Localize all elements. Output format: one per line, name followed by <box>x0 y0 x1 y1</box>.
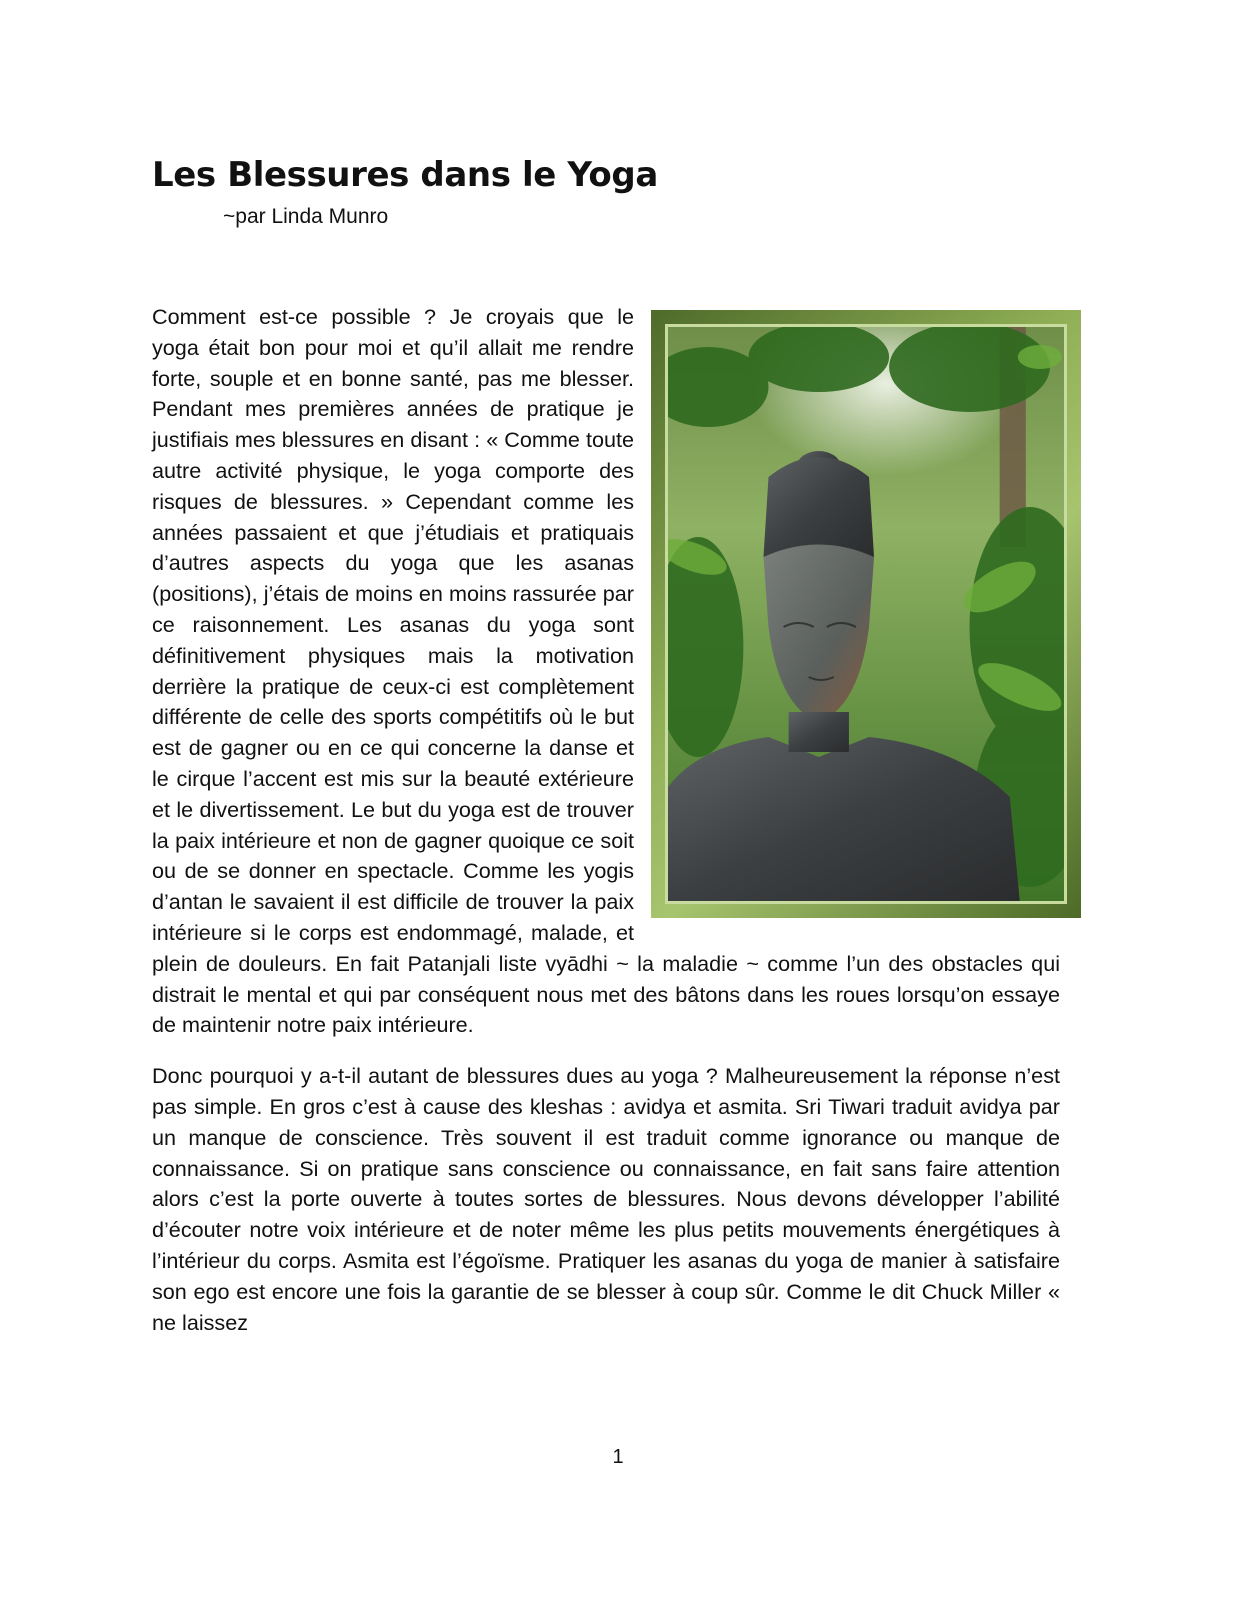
paragraph-1: Comment est-ce possible ? Je croyais que le yoga était bon pour moi et qu’il allait me rendre forte, souple et en bonne santé, pas me blesser. Pendant mes premières années de pratique je justifiais mes blessures en disant : « Comme toute autre activité physique, le yoga comporte des risques de blessures. » Cependant comme les années passaient et que j’étudiais et pratiquais d’autres aspects du yoga que les asanas (positions), j’étais de moins en moins rassurée par ce raisonnement. Les asanas du yoga sont définitivement physiques mais la motivation derrière la pratique de ceux-ci est complètement différente de celle des sports compétitifs où le but est de gagner ou en ce qui concerne la danse et le cirque l’accent est mis sur la beauté extérieure et le divertissement. Le but du yoga est de trouver la paix intérieure et non de gagner quoique ce soit ou de se donner en spectacle. Comme les yogis d’antan le savaient il est difficile de trouver la paix intérieure si le corps est endommagé, malade, et plein de douleurs. En fait Patanjali liste vyādhi ~ la maladie ~ comme l’un des obstacles qui distrait le mental et qui par conséquent nous met des bâtons dans les roues lorsqu’on essaye de maintenir notre paix intérieure. <box>152 304 1060 1038</box>
article-body <box>152 302 1060 1338</box>
image-float-spacer <box>634 302 1080 946</box>
page-number: 1 <box>612 1446 624 1468</box>
paragraph-2: Donc pourquoi y a-t-il autant de blessures dues au yoga ? Malheureusement la réponse n’est pas simple. En gros c’est à cause des kleshas : avidya et asmita. Sri Tiwari traduit avidya par un manque de conscience. Très souvent il est traduit comme ignorance ou manque de connaissance. Si on pratique sans conscience ou connaissance, en fait sans faire attention alors c’est la porte ouverte à toutes sortes de blessures. Nous devons développer l’abilité d’écouter notre voix intérieure et de noter même les plus petits mouvements énergétiques à l’intérieur du corps. Asmita est l’égoïsme. Pratiquer les asanas du yoga de manier à satisfaire son ego est encore une fois la garantie de se blesser à coup sûr. Comme le dit Chuck Miller « ne laissez <box>152 1063 1060 1335</box>
author-byline: ~par Linda Munro <box>223 205 389 228</box>
document-title: Les Blessures dans le Yoga <box>152 155 658 195</box>
